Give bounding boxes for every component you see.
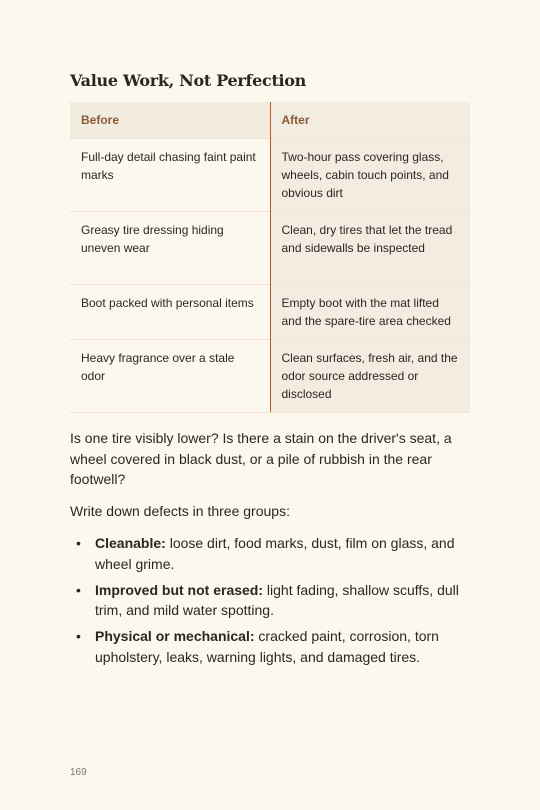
list-item [70,626,470,667]
table-row [70,340,470,413]
bullet: • [76,535,81,551]
cell-after: Clean, dry tires that let the tread and sidewalls be inspected [270,212,470,285]
list-item [70,580,470,621]
cell-before: Full-day detail chasing faint paint marks [70,139,270,212]
table-row [70,212,470,285]
list-item [70,533,470,574]
page-number: 169 [70,767,87,778]
defect-groups-list [70,533,470,673]
cell-before: Boot packed with personal items [70,285,270,340]
table-row [70,285,470,340]
comparison-table [70,102,470,413]
cell-before: Greasy tire dressing hiding uneven wear [70,212,270,285]
cell-after: Clean surfaces, fresh air, and the odor source addressed or disclosed [270,340,470,413]
list-item-text: cracked paint, corrosion, torn upholstery, leaks, warning lights, and damaged tires. [95,628,439,665]
list-item-text: loose dirt, food marks, dust, film on glass, and wheel grime. [95,535,455,572]
bullet: • [76,628,81,644]
list-item-text: light fading, shallow scuffs, dull trim, and mild water spotting. [95,581,459,618]
body-paragraph: Is one tire visibly lower? Is there a stain on the driver's seat, a wheel covered in black dust, or a pile of rubbish in the rear footwell? [70,430,452,487]
cell-after: Empty boot with the mat lifted and the spare-tire area checked [270,285,470,340]
list-item-term: Physical or mechanical: [95,628,255,644]
table-header-row [70,102,470,139]
cell-after: Two-hour pass covering glass, wheels, cabin touch points, and obvious dirt [270,139,470,212]
list-item-term: Cleanable: [95,535,166,551]
list-item-term: Improved but not erased: [95,581,264,598]
column-header-after: After [270,102,470,139]
body-paragraph: Write down defects in three groups: [70,503,290,519]
column-header-before: Before [70,102,270,139]
bullet: • [76,581,81,598]
table-row [70,139,470,212]
page-title: Value Work, Not Perfection [70,71,307,90]
cell-before: Heavy fragrance over a stale odor [70,340,270,413]
